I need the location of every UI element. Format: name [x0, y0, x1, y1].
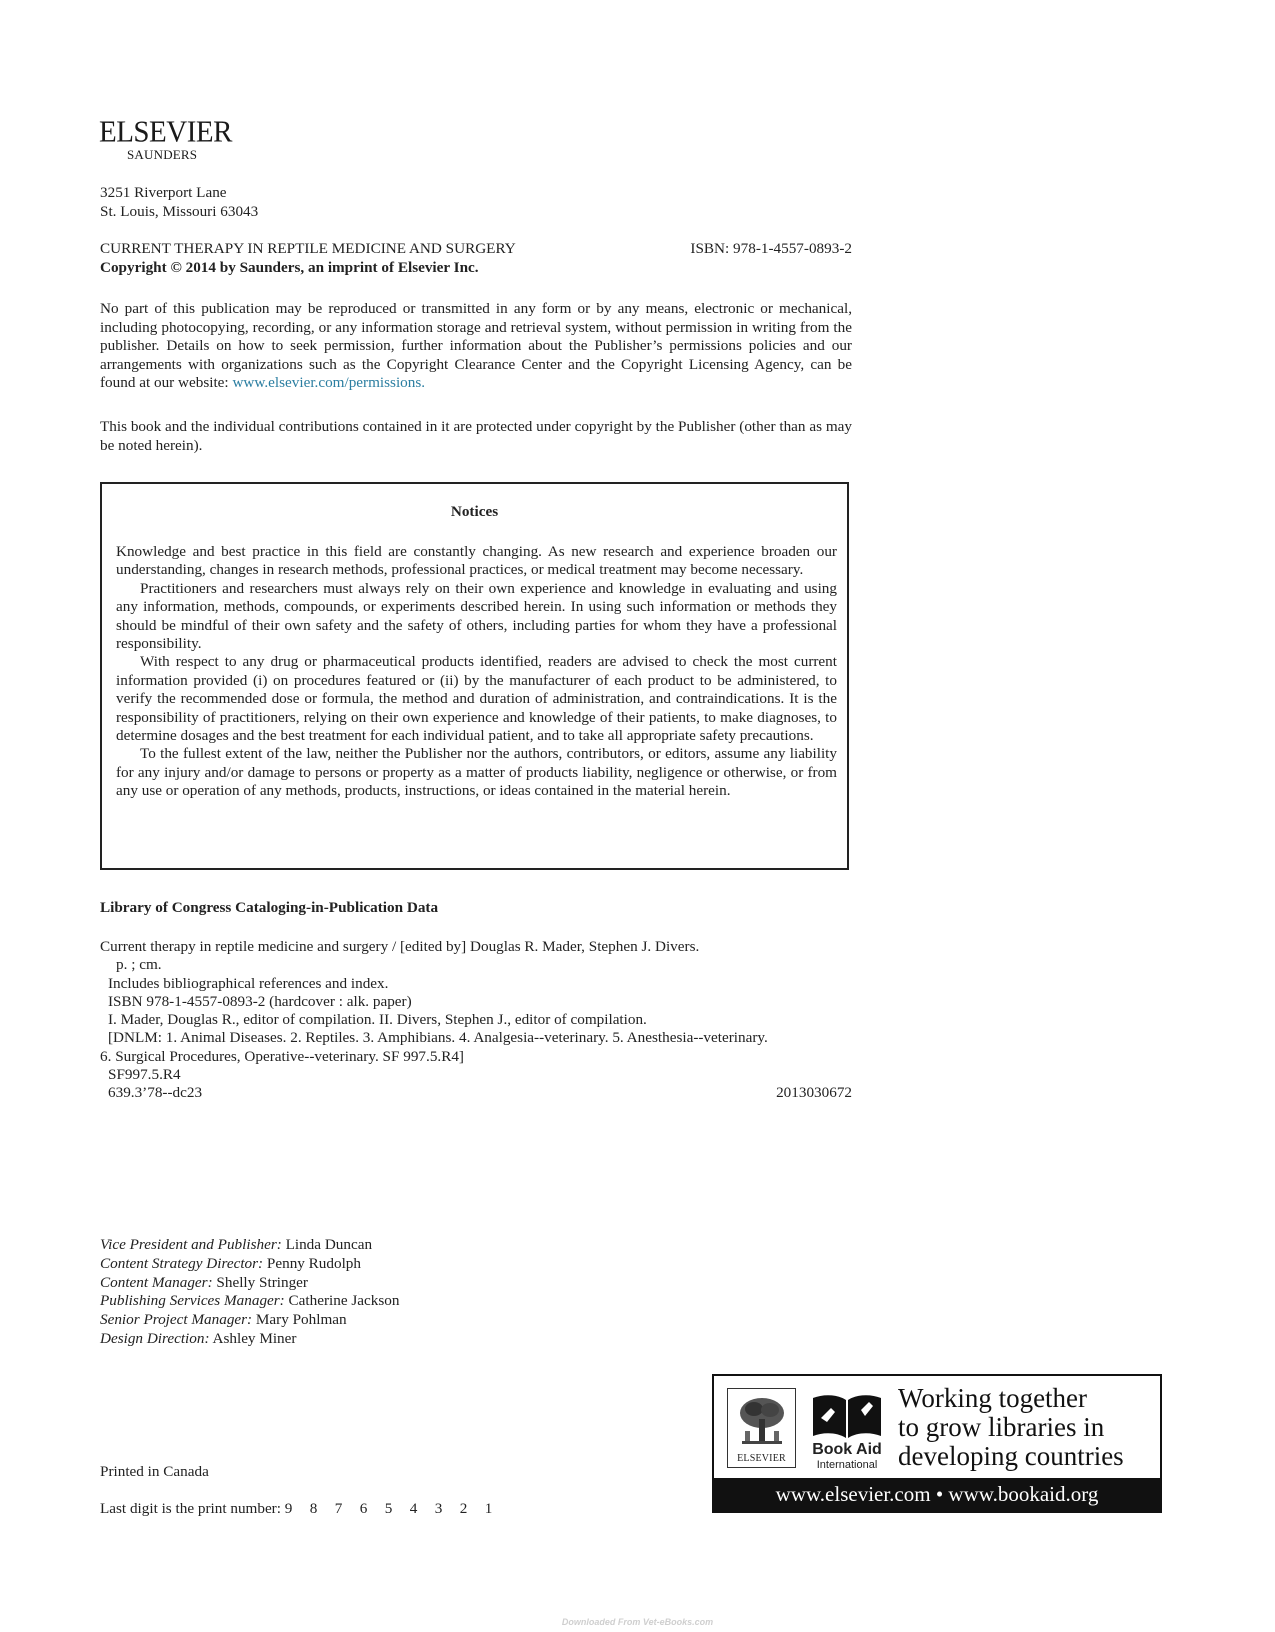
- credit-item: [100, 1274, 399, 1293]
- credit-item: [100, 1311, 399, 1330]
- notice-paragraph: Practitioners and researchers must always rely on their own experience and knowledge in evaluating and using any information, methods, compounds, or experiments described herein. In using such information or methods they should be mindful of their own safety and the safety of others, including parties for whom they have a professional responsibility.: [116, 579, 837, 653]
- notices-title: Notices: [450, 503, 499, 520]
- cip-line: I. Mader, Douglas R., editor of compilation. II. Divers, Stephen J., editor of compilation.: [108, 1011, 647, 1029]
- address-line: 3251 Riverport Lane: [100, 184, 227, 201]
- book-aid-slogan: [898, 1384, 1124, 1471]
- slogan-line: to grow libraries in: [898, 1412, 1105, 1442]
- credit-item: [100, 1330, 399, 1349]
- credit-role: Content Manager:: [100, 1273, 213, 1291]
- address-line: St. Louis, Missouri 63043: [100, 202, 259, 220]
- elsevier-logo: ELSEVIER: [99, 115, 232, 149]
- rights-text: No part of this publication may be reproduced or transmitted in any form or by any means, electronic or mechanical, including photocopying, recording, or any information storage and retrieval system, without permission in writing from the publisher. Details on how to seek permission, further information about the Publisher’s permissions policies and our arrangements with organizations such as the Copyright Clearance Center and the Copyright Licensing Agency, can be found at our website:: [100, 300, 852, 391]
- book-aid-footer-urls: www.elsevier.com • www.bookaid.org: [714, 1478, 1160, 1511]
- cip-lccn: 2013030672: [776, 1084, 852, 1102]
- book-aid-sub: International: [816, 1459, 878, 1471]
- copyright-line: Copyright © 2014 by Saunders, an imprint of Elsevier Inc.: [100, 258, 479, 276]
- notice-paragraph: Knowledge and best practice in this field are constantly changing. As new research and experience broaden our understanding, changes in research methods, professional practices, or medical treatment may become necessary.: [116, 543, 837, 579]
- book-isbn: ISBN: 978-1-4557-0893-2: [690, 240, 852, 257]
- cip-classification: 639.3’78--dc23: [108, 1084, 203, 1102]
- cip-record: [100, 938, 852, 1103]
- print-digit: 4: [409, 1500, 418, 1517]
- cip-line: Current therapy in reptile medicine and surgery / [edited by] Douglas R. Mader, Stephen J. Divers.: [100, 938, 700, 955]
- credit-name: Penny Rudolph: [266, 1254, 361, 1272]
- cip-line: p. ; cm.: [116, 956, 162, 974]
- credit-item: [100, 1292, 399, 1311]
- printed-in: Printed in Canada: [100, 1463, 209, 1480]
- credit-name: Ashley Miner: [212, 1329, 297, 1347]
- cip-line: SF997.5.R4: [108, 1066, 181, 1084]
- credit-item: [100, 1255, 399, 1274]
- print-digit: 5: [384, 1500, 393, 1517]
- slogan-line: Working together: [898, 1383, 1088, 1413]
- cip-line: [DNLM: 1. Animal Diseases. 2. Reptiles. 3. Amphibians. 4. Analgesia--veterinary. 5. Anesthesia--veterinary.: [108, 1029, 768, 1047]
- credit-name: Linda Duncan: [285, 1236, 373, 1253]
- print-number-line: [100, 1500, 510, 1519]
- book-title: CURRENT THERAPY IN REPTILE MEDICINE AND SURGERY: [100, 240, 516, 257]
- credit-item: [100, 1236, 399, 1255]
- tree-logo-label: ELSEVIER: [737, 1453, 786, 1464]
- rights-paragraph: [100, 300, 852, 393]
- elsevier-tree-logo: [727, 1388, 796, 1468]
- credit-name: Shelly Stringer: [216, 1273, 308, 1291]
- print-digit: 9: [284, 1500, 293, 1517]
- credit-name: Catherine Jackson: [288, 1292, 400, 1310]
- credit-role: Content Strategy Director:: [100, 1254, 264, 1272]
- download-watermark: Downloaded From Vet-eBooks.com: [561, 1617, 714, 1627]
- open-book-hands-icon: [811, 1388, 883, 1440]
- book-title-block: [100, 240, 852, 277]
- notice-paragraph: To the fullest extent of the law, neither the Publisher nor the authors, contributors, or editors, assume any liability for any injury and/or damage to persons or property as a matter of products liability, negligence or otherwise, or from any use or operation of any methods, products, instructions, or ideas contained in the material herein.: [116, 745, 837, 800]
- slogan-line: developing countries: [898, 1441, 1124, 1471]
- cip-line: ISBN 978-1-4557-0893-2 (hardcover : alk. paper): [108, 992, 412, 1010]
- tree-icon: [736, 1395, 788, 1447]
- cip-line: Includes bibliographical references and index.: [108, 974, 389, 992]
- notices-body: [116, 543, 837, 801]
- credits-list: [100, 1236, 399, 1349]
- publisher-address: [100, 184, 258, 221]
- print-number-label: Last digit is the print number:: [100, 1500, 281, 1517]
- print-digit: 2: [459, 1500, 468, 1517]
- cip-line: 6. Surgical Procedures, Operative--veterinary. SF 997.5.R4]: [100, 1047, 464, 1065]
- print-number-digits: [285, 1500, 510, 1517]
- cip-line: [100, 1084, 852, 1102]
- print-digit: 7: [334, 1500, 343, 1517]
- notices-box: [100, 482, 849, 870]
- credit-role: Senior Project Manager:: [100, 1311, 253, 1329]
- protection-paragraph: This book and the individual contributions contained in it are protected under copyright by the Publisher (other than as may be noted herein).: [100, 418, 852, 454]
- credit-name: Mary Pohlman: [255, 1311, 347, 1329]
- permissions-link[interactable]: www.elsevier.com/permissions.: [232, 374, 426, 391]
- credit-role: Design Direction:: [100, 1329, 210, 1347]
- print-digit: 6: [359, 1500, 368, 1517]
- credit-role: Publishing Services Manager:: [100, 1292, 285, 1310]
- book-aid-banner: [712, 1374, 1162, 1513]
- saunders-logo: SAUNDERS: [127, 147, 198, 162]
- print-digit: 3: [434, 1500, 443, 1517]
- book-aid-name: Book Aid: [812, 1441, 882, 1458]
- notice-paragraph: With respect to any drug or pharmaceutical products identified, readers are advised to check the most current information provided (i) on procedures featured or (ii) by the manufacturer of each product to be administered, to verify the recommended dose or formula, the method and duration of administration, and contraindications. It is the responsibility of practitioners, relying on their own experience and knowledge of their patients, to make diagnoses, to determine dosages and the best treatment for each individual patient, and to take all appropriate safety precautions.: [116, 653, 837, 745]
- cip-heading: Library of Congress Cataloging-in-Publication Data: [100, 899, 439, 916]
- credit-role: Vice President and Publisher:: [100, 1236, 282, 1253]
- print-digit: 1: [484, 1500, 493, 1517]
- print-digit: 8: [309, 1500, 318, 1517]
